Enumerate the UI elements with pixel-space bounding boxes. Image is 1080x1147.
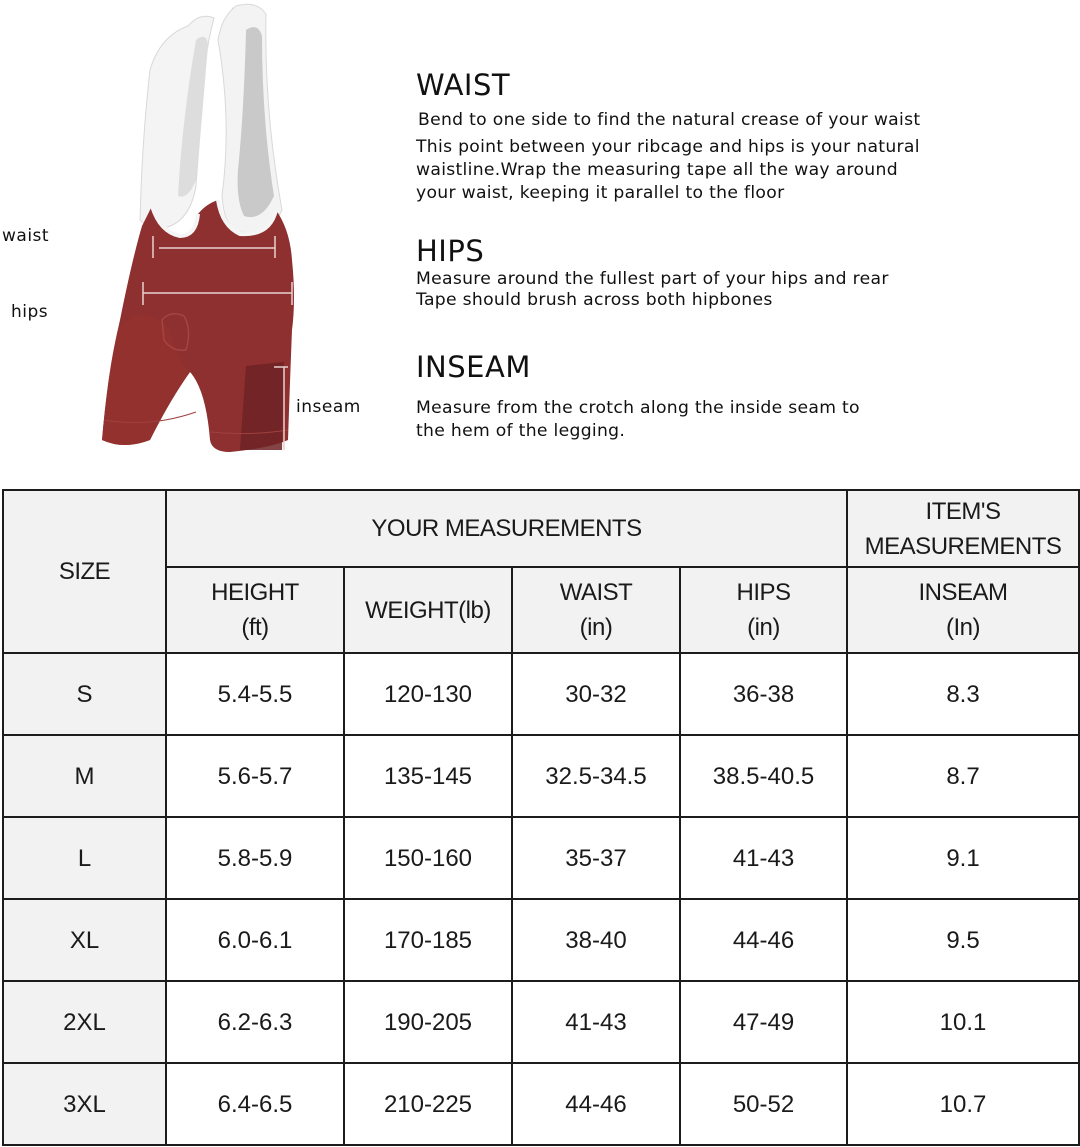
- size-cell: L: [3, 817, 166, 899]
- inseam-cell: 9.1: [847, 817, 1079, 899]
- hips-cell: 38.5-40.5: [680, 735, 847, 817]
- header-unit: (in): [579, 614, 613, 641]
- hips-instruction: [416, 269, 889, 311]
- waist-heading: WAIST: [416, 68, 511, 102]
- table-row: [3, 735, 1079, 817]
- weight-cell: 150-160: [344, 817, 512, 899]
- waist-instruction-2: [416, 136, 920, 205]
- weight-column-header: [344, 567, 512, 653]
- height-cell: 6.0-6.1: [166, 899, 344, 981]
- height-cell: 6.2-6.3: [166, 981, 344, 1063]
- size-cell: 2XL: [3, 981, 166, 1063]
- table-row: [3, 981, 1079, 1063]
- header-text: INSEAM: [918, 579, 1008, 606]
- hips-cell: 47-49: [680, 981, 847, 1063]
- waist-cell: 38-40: [512, 899, 680, 981]
- waist-cell: 30-32: [512, 653, 680, 735]
- size-cell: XL: [3, 899, 166, 981]
- hips-heading: HIPS: [416, 234, 485, 268]
- inseam-column-header: [847, 567, 1079, 653]
- inseam-instruction: [416, 397, 860, 443]
- waist-cell: 41-43: [512, 981, 680, 1063]
- size-column-header: SIZE: [3, 490, 166, 653]
- size-cell: S: [3, 653, 166, 735]
- size-cell: 3XL: [3, 1063, 166, 1145]
- hips-cell: 41-43: [680, 817, 847, 899]
- height-cell: 5.4-5.5: [166, 653, 344, 735]
- header-text: ITEM'S: [925, 497, 1001, 525]
- items-measurements-header: [847, 490, 1079, 567]
- hips-cell: 36-38: [680, 653, 847, 735]
- inseam-text-line: Measure from the crotch along the inside seam to: [416, 398, 860, 418]
- header-text: WAIST: [559, 579, 633, 606]
- size-cell: M: [3, 735, 166, 817]
- table-row: [3, 653, 1079, 735]
- waist-text-line: your waist, keeping it parallel to the floor: [416, 183, 785, 203]
- inseam-cell: 8.3: [847, 653, 1079, 735]
- table-row: [3, 899, 1079, 981]
- header-unit: (In): [946, 614, 981, 641]
- table-row: [3, 817, 1079, 899]
- weight-cell: 120-130: [344, 653, 512, 735]
- hips-text-line: Measure around the fullest part of your hips and rear: [416, 269, 889, 289]
- waist-instruction-1: Bend to one side to find the natural crease of your waist: [418, 110, 921, 130]
- height-cell: 5.6-5.7: [166, 735, 344, 817]
- waist-text-line: waistline.Wrap the measuring tape all the way around: [416, 160, 898, 180]
- weight-cell: 135-145: [344, 735, 512, 817]
- header-unit: (in): [747, 614, 780, 641]
- header-text: MEASUREMENTS: [864, 532, 1062, 560]
- height-column-header: [166, 567, 344, 653]
- height-cell: 5.8-5.9: [166, 817, 344, 899]
- inseam-heading: INSEAM: [416, 350, 531, 384]
- hips-text-line: Tape should brush across both hipbones: [416, 290, 773, 310]
- header-unit: (ft): [241, 614, 269, 641]
- bib-shorts-illustration: [0, 0, 400, 485]
- weight-cell: 190-205: [344, 981, 512, 1063]
- inseam-cell: 8.7: [847, 735, 1079, 817]
- header-text: WEIGHT(lb): [365, 596, 491, 624]
- weight-cell: 170-185: [344, 899, 512, 981]
- waist-cell: 35-37: [512, 817, 680, 899]
- your-measurements-header: YOUR MEASUREMENTS: [166, 490, 847, 567]
- inseam-text-line: the hem of the legging.: [416, 421, 626, 441]
- hips-cell: 44-46: [680, 899, 847, 981]
- inseam-cell: 9.5: [847, 899, 1079, 981]
- inseam-cell: 10.1: [847, 981, 1079, 1063]
- waist-label: waist: [2, 226, 50, 246]
- header-text: HIPS: [736, 579, 791, 606]
- waist-cell: 32.5-34.5: [512, 735, 680, 817]
- waist-text-line: This point between your ribcage and hips is your natural: [416, 137, 920, 157]
- inseam-cell: 10.7: [847, 1063, 1079, 1145]
- inseam-label: inseam: [296, 397, 361, 417]
- weight-cell: 210-225: [344, 1063, 512, 1145]
- height-cell: 6.4-6.5: [166, 1063, 344, 1145]
- hips-label: hips: [11, 302, 49, 322]
- waist-column-header: [512, 567, 680, 653]
- hips-column-header: [680, 567, 847, 653]
- header-text: HEIGHT: [211, 579, 299, 606]
- size-chart-table: [2, 489, 1080, 1146]
- hips-cell: 50-52: [680, 1063, 847, 1145]
- waist-cell: 44-46: [512, 1063, 680, 1145]
- table-row: [3, 1063, 1079, 1145]
